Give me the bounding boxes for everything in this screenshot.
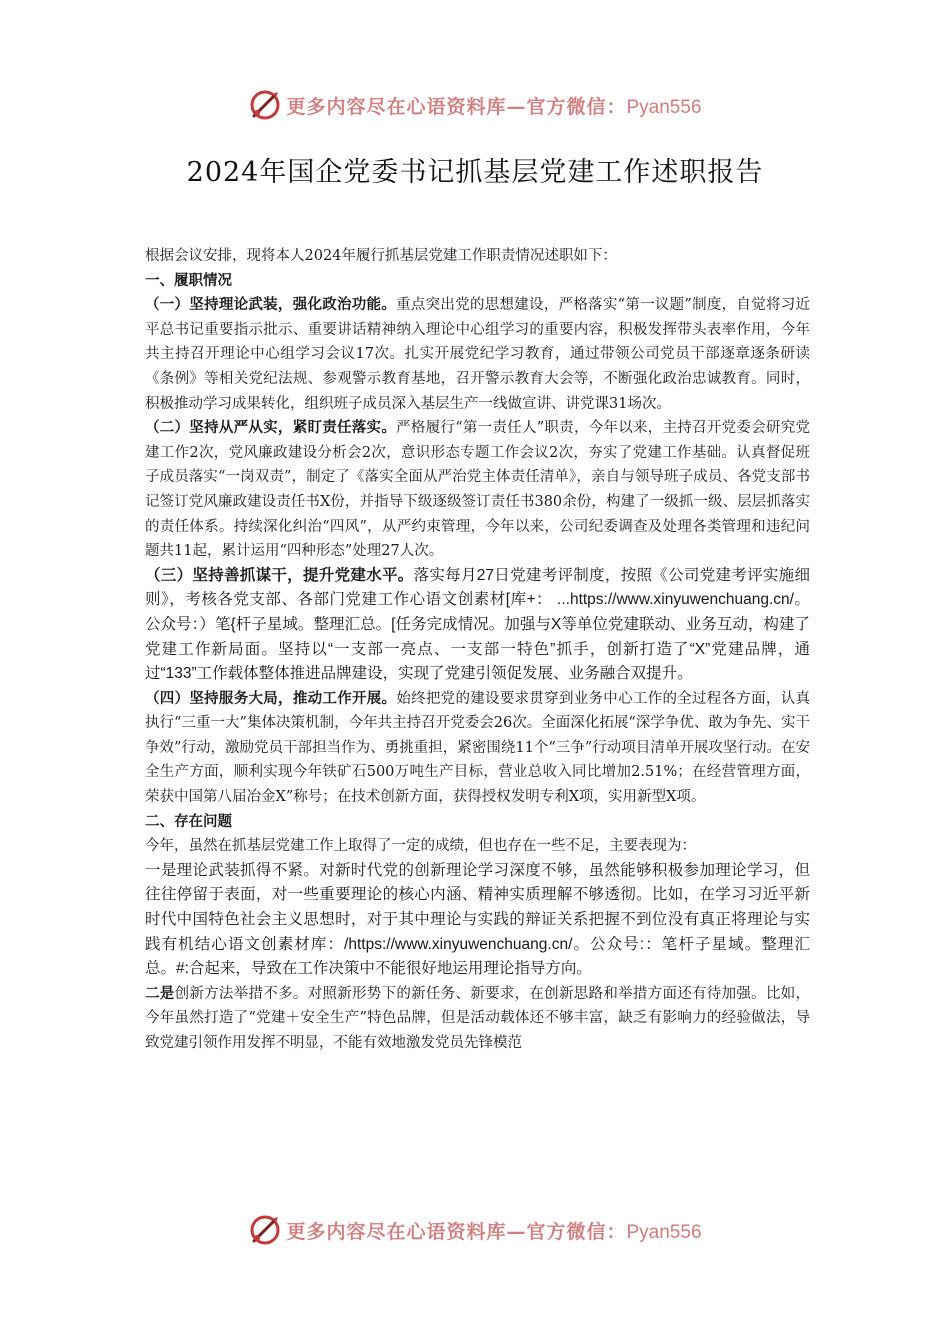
paragraph: 一是理论武装抓得不紧。对新时代党的创新理论学习深度不够，虽然能够积极参加理论学习，但往往停留于表面，对一些重要理论的核心内涵、精神实质理解不够透彻。比如，在学习习近平新时代中国特色社会主义思想时，对于其中理论与实践的辩证关系把握不到位没有真正将理论与实践有机结心语文创素材库：/https://www.xinyuwenchuang.cn/。公众号:：笔杆子星域。整理汇总。#:合起来，导致在工作决策中不能很好地运用理论指导方向。	[145, 861, 810, 978]
brush-logo-icon	[248, 88, 282, 122]
paragraph: 今年，虽然在抓基层党建工作上取得了一定的成绩，但也存在一些不足，主要表现为：	[145, 838, 696, 855]
banner-text: 更多内容尽在心语资料库—官方微信：Pyan556	[286, 95, 702, 118]
paragraph: （三）坚持善抓谋干，提升党建水平。落实每月27日党建考评制度，按照《公司党建考评实施细则》，考核各党支部、各部门党建工作心语文创素材[库+： ...https://www.xinyuwenchuang.cn/。公众号：）笔{杆子星域。整理汇总。[任务完成情况。加强与X等单位党建联动、业务互动，构建了党建工作新局面。坚持以“一支部一亮点、一支部一特色”抓手，创新打造了“X”党建品牌，通过“133”工作载体整体推进品牌建设，实现了党建引领促发展、业务融合双提升。	[145, 566, 810, 683]
section-heading: 二、存在问题	[145, 812, 232, 830]
brush-logo-icon	[248, 1213, 282, 1247]
section-heading: 一、履职情况	[145, 271, 232, 289]
header-banner	[0, 83, 950, 127]
paragraph: （四）坚持服务大局，推动工作开展。始终把党的建设要求贯穿到业务中心工作的全过程各方面，认真执行“三重一大”集体决策机制，今年共主持召开党委会26次。全面深化拓展“深学争优、敢为争先、实干争效”行动，激励党员干部担当作为、勇挑重担，紧密围绕11个“三争”行动项目清单开展攻坚行动。在安全生产方面，顺利实现今年铁矿石500万吨生产目标，营业总收入同比增加2.51%；在经营管理方面，荣获中国第八届冶金X”称号；在技术创新方面，获得授权发明专利X项，实用新型X项。	[145, 689, 810, 806]
page-title: 2024年国企党委书记抓基层党建工作述职报告	[186, 157, 764, 188]
paragraph: （一）坚持理论武装，强化政治功能。重点突出党的思想建设，严格落实“第一议题”制度，自觉将习近平总书记重要指示批示、重要讲话精神纳入理论中心组学习的重要内容，积极发挥带头表率作用，今年共主持召开理论中心组学习会议17次。扎实开展党纪学习教育，通过带领公司党员干部逐章逐条研读《条例》等相关党纪法规、参观警示教育基地，召开警示教育大会等，不断强化政治忠诚教育。同时，积极推动学习成果转化，组织班子成员深入基层生产一线做宣讲、讲党课31场次。	[145, 296, 811, 412]
paragraph: （二）坚持从严从实，紧盯责任落实。严格履行“第一责任人”职责，今年以来，主持召开党委会研究党建工作2次，党风廉政建设分析会2次，意识形态专题工作会议2次，夯实了党建工作基础。认真督促班子成员落实“一岗双责”，制定了《落实全面从严治党主体责任清单》，亲自与领导班子成员、各党支部书记签订党风廉政建设责任书X份，并指导下级逐级签订责任书380余份，构建了一级抓一级、层层抓落实的责任体系。持续深化纠治“四风”，从严约束管理，今年以来，公司纪委调查及处理各类管理和违纪问题共11起，累计运用“四种形态”处理27人次。	[145, 419, 811, 560]
paragraph: 二是创新方法举措不多。对照新形势下的新任务、新要求，在创新思路和举措方面还有待加强。比如，今年虽然打造了“党建＋安全生产”特色品牌，但是活动载体还不够丰富，缺乏有影响力的经验做法，导致党建引领作用发挥不明显，不能有效地激发党员先锋模范	[145, 984, 811, 1051]
intro-paragraph: 根据会议安排，现将本人2024年履行抓基层党建工作职责情况述职如下：	[145, 248, 617, 264]
footer-banner	[0, 1208, 950, 1252]
banner-text: 更多内容尽在心语资料库—官方微信：Pyan556	[286, 1220, 702, 1243]
document-body	[145, 244, 810, 1056]
